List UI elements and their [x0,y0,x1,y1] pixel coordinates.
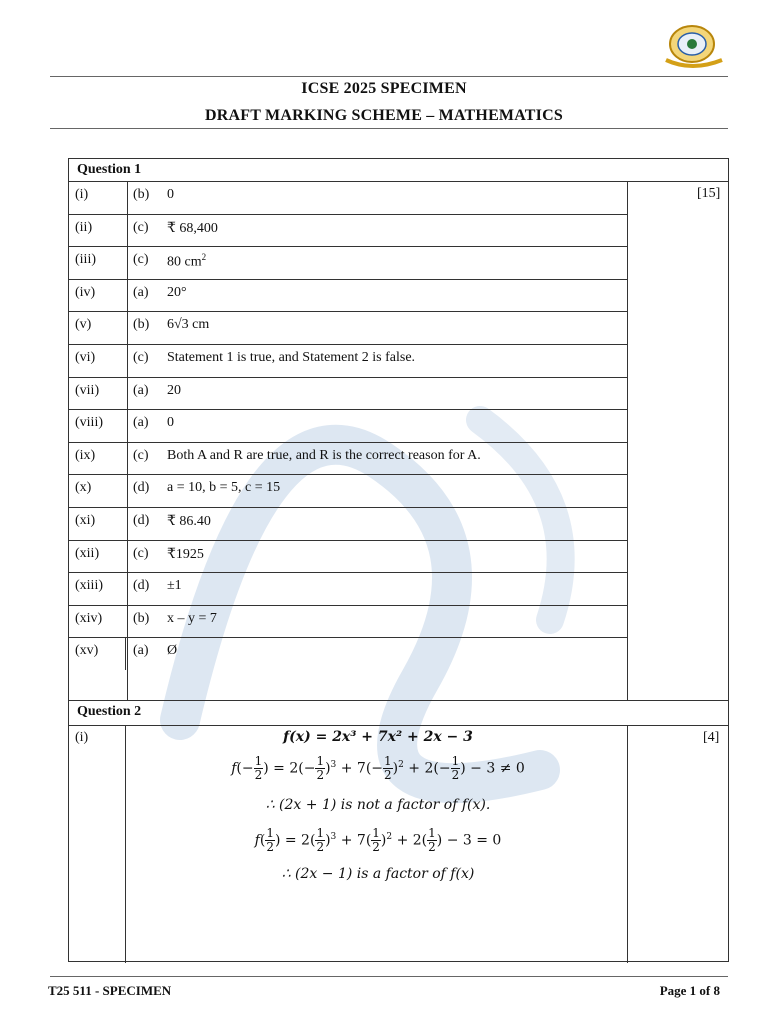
council-logo [652,20,732,72]
col-divider [127,409,128,442]
col-divider [125,637,126,670]
answer-option: (a) [133,382,149,398]
col-divider [127,344,128,377]
answer-value: 6√3 cm [167,317,210,333]
marking-table [68,158,729,962]
col-divider [127,605,128,638]
col-divider [127,442,128,475]
question-2-marks: [4] [703,730,720,745]
footer-code: T25 511 - SPECIMEN [48,983,172,998]
answer-option: (c) [133,350,149,365]
col-divider [127,214,128,247]
answer-text [167,252,206,271]
row-divider [69,605,627,606]
col-divider [127,311,128,344]
document-subtitle: DRAFT MARKING SCHEME – MATHEMATICS [205,107,563,124]
answer-number: (v) [75,317,92,333]
row-divider [69,507,627,508]
row-divider [69,246,627,247]
col-divider [127,246,128,279]
answer-text [167,578,182,594]
answer-value: 80 cm [167,254,202,270]
answer-text [167,285,187,301]
answer-number: (xiv) [75,610,103,626]
row-divider [69,572,627,573]
question-2-heading: Question 2 [77,704,142,719]
answer-text [167,350,415,366]
col-divider [127,540,128,573]
answer-option: (a) [133,415,149,431]
answer-text [167,480,280,496]
answer-number: (ix) [75,447,96,463]
row-divider [69,637,627,638]
answer-number: (i) [75,187,89,202]
answer-value: ₹ 86.40 [167,514,211,529]
answer-value: Statement 1 is true, and Statement 2 is false. [167,350,416,365]
row-divider [69,442,627,443]
answer-text [167,546,204,563]
row-divider [69,377,627,378]
answer-text [167,643,177,659]
answer-number: (iii) [75,252,96,268]
answer-option: (c) [133,545,149,561]
row-divider [69,725,728,726]
col-divider [127,507,128,540]
answer-number: (vi) [75,350,96,365]
answer-value: Ø [167,643,178,659]
answer-text [167,611,217,627]
answer-option: (c) [133,252,149,268]
answer-value: x – y = 7 [167,610,217,626]
answer-option: (b) [133,610,150,626]
col-divider [127,279,128,312]
answer-text [167,187,174,203]
answer-number: (xiii) [75,578,103,594]
answer-text [167,220,218,237]
row-divider [69,700,728,701]
answer-value: 20 [167,382,181,398]
col-divider [127,377,128,410]
answer-number: (xii) [75,545,100,561]
answer-value: Both A and R are true, and R is the correct reason for A. [167,447,481,463]
question-2-part-number: (i) [75,730,89,745]
answer-option: (c) [133,219,149,235]
question-1-marks: [15] [697,186,721,201]
answer-option: (b) [133,317,150,333]
answer-value: ₹1925 [167,546,204,562]
document-title: ICSE 2025 SPECIMEN [301,80,467,97]
page-number: Page 1 of 8 [659,983,720,998]
answer-number: (ii) [75,219,93,235]
row-divider [69,279,627,280]
col-divider-num [125,725,126,963]
answer-number: (iv) [75,284,96,300]
answer-option: (a) [133,284,149,300]
answer-option: (b) [133,187,150,202]
evaluation-at-minus-half: f(− $\frac{1}{2}$ ) = 2(− $\frac{1}{2}$ )$^3$ + 7(− $\frac{1}{2}$ )$^2$ + 2(− $\frac{1}{2}$ ) − 3 ≠ 0 [231,754,525,782]
answer-text [167,415,174,431]
answer-value: 0 [167,415,174,431]
row-divider [69,409,627,410]
header-rule-bottom [50,128,728,129]
answer-value: 20° [167,284,187,300]
col-divider-marks [627,181,628,700]
answer-text [167,513,211,530]
answer-option: (d) [133,578,150,594]
conclusion-is-factor: ∴ (2x − 1) is a factor of f(x) [281,866,475,882]
col-divider [127,474,128,507]
row-divider [69,311,627,312]
conclusion-not-factor: ∴ (2x + 1) is not a factor of f(x). [265,797,491,813]
answer-superscript: 2 [201,252,207,263]
answer-option: (d) [133,480,150,496]
answer-number: (viii) [75,415,103,431]
answer-value: a = 10, b = 5, c = 15 [167,480,281,496]
evaluation-at-half: f( $\frac{1}{2}$ ) = 2( $\frac{1}{2}$ )$^3$ + 7( $\frac{1}{2}$ )$^2$ + 2( $\frac{1}{2}$ ) − 3 = 0 [254,826,502,854]
question-1-heading: Question 1 [77,162,142,177]
footer-rule [50,976,728,977]
answer-text [167,383,181,399]
row-divider [69,474,627,475]
answer-option: (d) [133,513,150,528]
col-divider [127,572,128,605]
function-definition: f(x) = 2x³ + 7x² + 2x − 3 [283,729,473,745]
answer-option: (a) [133,643,149,659]
row-divider [69,181,728,182]
header-rule-top [50,76,728,77]
col-divider-marks [627,725,628,963]
col-divider [127,181,128,214]
answer-option: (c) [133,447,149,463]
answer-text [167,448,481,464]
answer-number: (xv) [75,643,99,659]
row-divider [69,214,627,215]
row-divider [69,540,627,541]
answer-value: 0 [167,187,174,202]
answer-text [167,317,209,333]
answer-value: ₹ 68,400 [167,220,218,236]
answer-number: (vii) [75,382,100,398]
row-divider [69,344,627,345]
answer-number: (x) [75,480,92,496]
answer-value: ±1 [167,578,182,594]
answer-number: (xi) [75,513,96,528]
